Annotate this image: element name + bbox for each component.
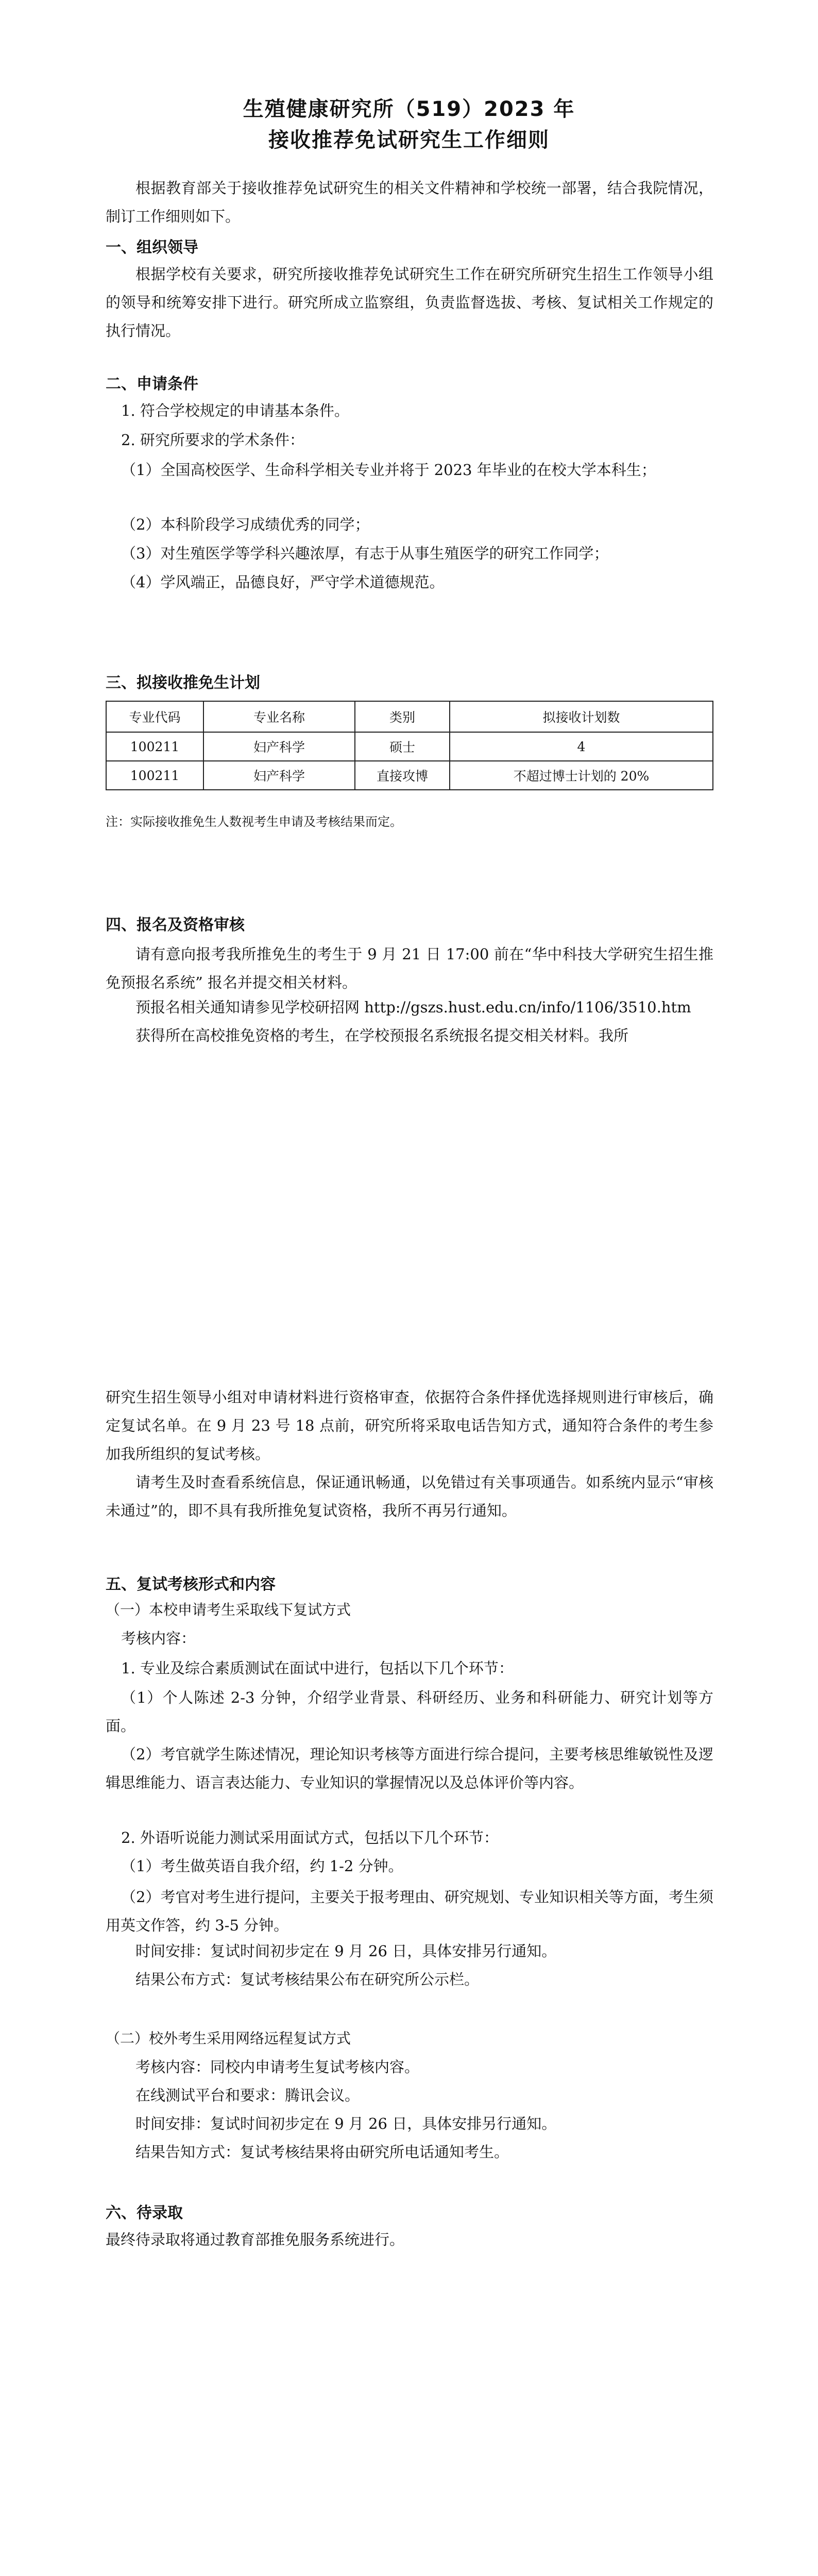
assessment-item: （2）考官对考生进行提问，主要关于报考理由、研究规划、专业知识相关等方面，考生须用英文作答，约 3-5 分钟。 xyxy=(106,1888,713,1934)
assessment-item: （1）考生做英语自我介绍，约 1-2 分钟。 xyxy=(121,1857,403,1875)
section-1-heading: 一、组织领导 xyxy=(106,239,198,257)
section-4-paragraph: 研究生招生领导小组对申请材料进行资格审查，依据符合条件择优选择规则进行审核后，确定复试名单。在 9 月 23 号 18 点前，研究所将采取电话告知方式，通知符合条件的考生参加我所组织的复试考核。 xyxy=(106,1388,713,1463)
document-title-line1: 生殖健康研究所（519）2023 年 xyxy=(243,97,575,121)
section-1-text: 根据学校有关要求，研究所接收推荐免试研究生工作在研究所研究生招生工作领导小组的领导和统筹安排下进行。研究所成立监察组，负责监督选拔、考核、复试相关工作规定的执行情况。 xyxy=(106,265,713,340)
result-announcement-text: 结果告知方式：复试考核结果将由研究所电话通知考生。 xyxy=(135,2143,509,2161)
table-note: 注：实际接收推免生人数视考生申请及考核结果而定。 xyxy=(106,815,402,829)
table-cell: 硕士 xyxy=(355,732,450,761)
schedule-text: 时间安排：复试时间初步定在 9 月 26 日，具体安排另行通知。 xyxy=(135,2115,557,2132)
condition-item: （1）全国高校医学、生命科学相关专业并将于 2023 年毕业的在校大学本科生； xyxy=(121,461,656,479)
section-4-paragraph: 请考生及时查看系统信息，保证通讯畅通，以免错过有关事项通告。如系统内显示“审核未通过”的，即不具有我所推免复试资格，我所不再另行通知。 xyxy=(106,1473,713,1519)
condition-item: （4）学风端正，品德良好，严守学术道德规范。 xyxy=(121,573,445,591)
assessment-item: 1. 专业及综合素质测试在面试中进行，包括以下几个环节： xyxy=(121,1659,514,1677)
table-header-cell: 专业名称 xyxy=(203,701,355,732)
intro-paragraph: 根据教育部关于接收推荐免试研究生的相关文件精神和学校统一部署，结合我院情况，制订工作细则如下。 xyxy=(106,179,713,225)
section-4-heading: 四、报名及资格审核 xyxy=(106,916,245,934)
assessment-item: （1）个人陈述 2-3 分钟，介绍学业背景、科研经历、业务和科研能力、研究计划等方面。 xyxy=(106,1689,713,1735)
table-header-cell: 拟接收计划数 xyxy=(450,701,713,732)
section-2-heading: 二、申请条件 xyxy=(106,375,198,393)
condition-item: （3）对生殖医学等学科兴趣浓厚，有志于从事生殖医学的研究工作同学； xyxy=(121,545,609,562)
assessment-content-label: 考核内容： xyxy=(121,1630,196,1647)
section-4-paragraph: 获得所在高校推免资格的考生，在学校预报名系统报名提交相关材料。我所 xyxy=(135,1027,629,1044)
condition-item: 2. 研究所要求的学术条件： xyxy=(121,431,304,449)
table-row xyxy=(106,732,713,761)
document-title-line2: 接收推荐免试研究生工作细则 xyxy=(268,128,550,152)
subsection-remote-heading: （二）校外考生采用网络远程复试方式 xyxy=(106,2030,351,2047)
table-header-row xyxy=(106,701,713,732)
condition-item: 1. 符合学校规定的申请基本条件。 xyxy=(121,402,349,419)
table-cell: 不超过博士计划的 20% xyxy=(450,761,713,790)
schedule-text: 时间安排：复试时间初步定在 9 月 26 日，具体安排另行通知。 xyxy=(135,1942,557,1960)
section-6-paragraph: 最终待录取将通过教育部推免服务系统进行。 xyxy=(106,2231,405,2248)
table-header-cell: 类别 xyxy=(355,701,450,732)
table-cell: 100211 xyxy=(106,732,203,761)
subsection-onsite-heading: （一）本校申请考生采取线下复试方式 xyxy=(106,1601,351,1618)
table-cell: 4 xyxy=(450,732,713,761)
table-header-cell: 专业代码 xyxy=(106,701,203,732)
result-announcement-text: 结果公布方式：复试考核结果公布在研究所公示栏。 xyxy=(135,1971,480,1988)
assessment-item: （2）考官就学生陈述情况，理论知识考核等方面进行综合提问，主要考核思维敏锐性及逻辑思维能力、语言表达能力、专业知识的掌握情况以及总体评价等内容。 xyxy=(106,1745,713,1791)
table-cell: 妇产科学 xyxy=(203,761,355,790)
section-4-link-text: 预报名相关通知请参见学校研招网 http://gszs.hust.edu.cn/info/1106/3510.htm xyxy=(135,998,691,1016)
section-3-heading: 三、拟接收推免生计划 xyxy=(106,674,260,692)
condition-item: （2）本科阶段学习成绩优秀的同学； xyxy=(121,516,370,533)
section-4-paragraph: 请有意向报考我所推免生的考生于 9 月 21 日 17:00 前在“华中科技大学研究生招生推免预报名系统” 报名并提交相关材料。 xyxy=(106,945,713,991)
table-cell: 直接攻博 xyxy=(355,761,450,790)
section-6-heading: 六、待录取 xyxy=(106,2204,183,2222)
table-cell: 妇产科学 xyxy=(203,732,355,761)
table-cell: 100211 xyxy=(106,761,203,790)
assessment-item: 2. 外语听说能力测试采用面试方式，包括以下几个环节： xyxy=(121,1829,499,1846)
admission-plan-table xyxy=(106,701,713,790)
platform-text: 在线测试平台和要求：腾讯会议。 xyxy=(135,2087,360,2104)
table-row xyxy=(106,761,713,790)
assessment-content-text: 考核内容：同校内申请考生复试考核内容。 xyxy=(135,2058,420,2076)
section-5-heading: 五、复试考核形式和内容 xyxy=(106,1575,276,1594)
